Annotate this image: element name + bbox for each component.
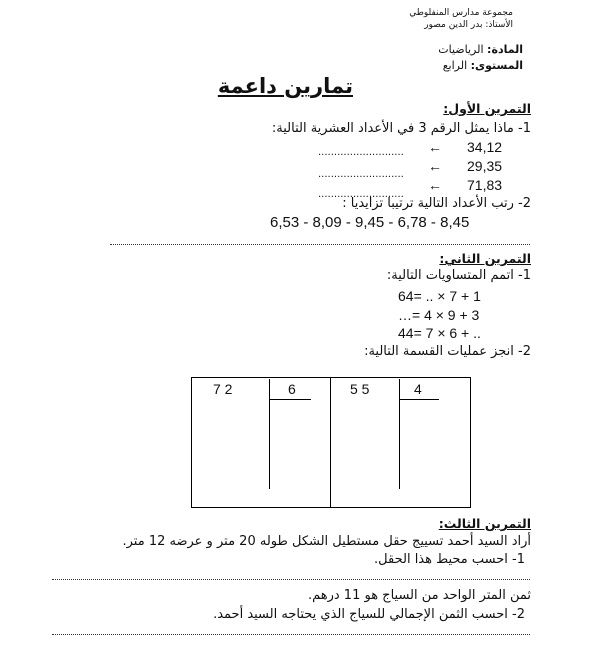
level-label: المستوى: bbox=[470, 59, 523, 72]
exercise-3-heading: التمرين الثالث: bbox=[438, 516, 531, 531]
subject-label: المادة: bbox=[487, 43, 523, 56]
division-divider bbox=[330, 377, 331, 507]
level-value: الرابع bbox=[442, 59, 468, 72]
divisor: 4 bbox=[414, 381, 422, 397]
equation: …= 4 × 9 + 3 bbox=[398, 307, 480, 323]
division-bar bbox=[269, 399, 311, 400]
divisor: 6 bbox=[288, 381, 296, 397]
exercise-2-question-2: 2- انجز عمليات القسمة التالية: bbox=[364, 344, 531, 359]
exercise-1-question-1: 1- ماذا يمثل الرقم 3 في الأعداد العشرية التالية: bbox=[271, 121, 531, 136]
teacher-name: الأستاذ: بدر الدين مصور bbox=[424, 20, 513, 30]
exercise-3-price: ثمن المتر الواحد من السياج هو 11 درهم. bbox=[307, 588, 531, 603]
exercise-3-question-1: 1- احسب محيط هذا الحقل. bbox=[374, 552, 525, 567]
equation: 44= 7 × 6 + .. bbox=[398, 325, 481, 341]
dividend: 7 2 bbox=[213, 381, 233, 397]
equation: 64= .. × 7 + 1 bbox=[398, 288, 481, 304]
school-name: مجموعة مدارس المنفلوطي bbox=[409, 8, 513, 18]
exercise-3-statement: أراد السيد أحمد تسييج حقل مستطيل الشكل طوله 20 متر و عرضه 12 متر. bbox=[122, 534, 531, 549]
level-line bbox=[443, 59, 523, 72]
arrow-icon: ← bbox=[428, 139, 442, 155]
division-table bbox=[191, 377, 471, 508]
subject-line bbox=[438, 43, 523, 56]
division-bar bbox=[269, 379, 270, 489]
arrow-icon: ← bbox=[428, 177, 442, 193]
answer-dots: ........................... bbox=[318, 147, 404, 158]
subject-value: الرياضيات bbox=[438, 43, 484, 56]
exercise-2-question-1: 1- اتمم المتساويات التالية: bbox=[386, 268, 531, 283]
page-title: تمارين داعمة bbox=[217, 74, 353, 98]
arrow-icon: ← bbox=[428, 158, 442, 174]
dividend: 5 5 bbox=[350, 381, 370, 397]
decimal-number: 29,35 bbox=[467, 158, 503, 174]
answer-dots: ........................... bbox=[318, 189, 404, 200]
answer-line bbox=[52, 579, 530, 580]
division-bar bbox=[399, 399, 439, 400]
exercise-1-heading: التمرين الأول: bbox=[443, 101, 531, 116]
exercise-1-question-2: 2- رتب الأعداد التالية ترتيبا تزايديا : bbox=[342, 196, 531, 211]
decimal-row bbox=[318, 140, 404, 159]
separator bbox=[110, 244, 530, 245]
decimal-row bbox=[318, 162, 404, 181]
decimal-number: 71,83 bbox=[467, 177, 503, 193]
exercise-3-question-2: 2- احسب الثمن الإجمالي للسياج الذي يحتاجه السيد أحمد. bbox=[213, 607, 525, 622]
exercise-2-heading: التمرين الثاني: bbox=[439, 251, 531, 266]
division-bar bbox=[399, 379, 400, 489]
number-sequence: 6,53 - 8,09 - 9,45 - 6,78 - 8,45 bbox=[270, 214, 470, 231]
answer-dots: ........................... bbox=[318, 169, 404, 180]
answer-line bbox=[52, 634, 530, 635]
decimal-number: 34,12 bbox=[467, 139, 503, 155]
